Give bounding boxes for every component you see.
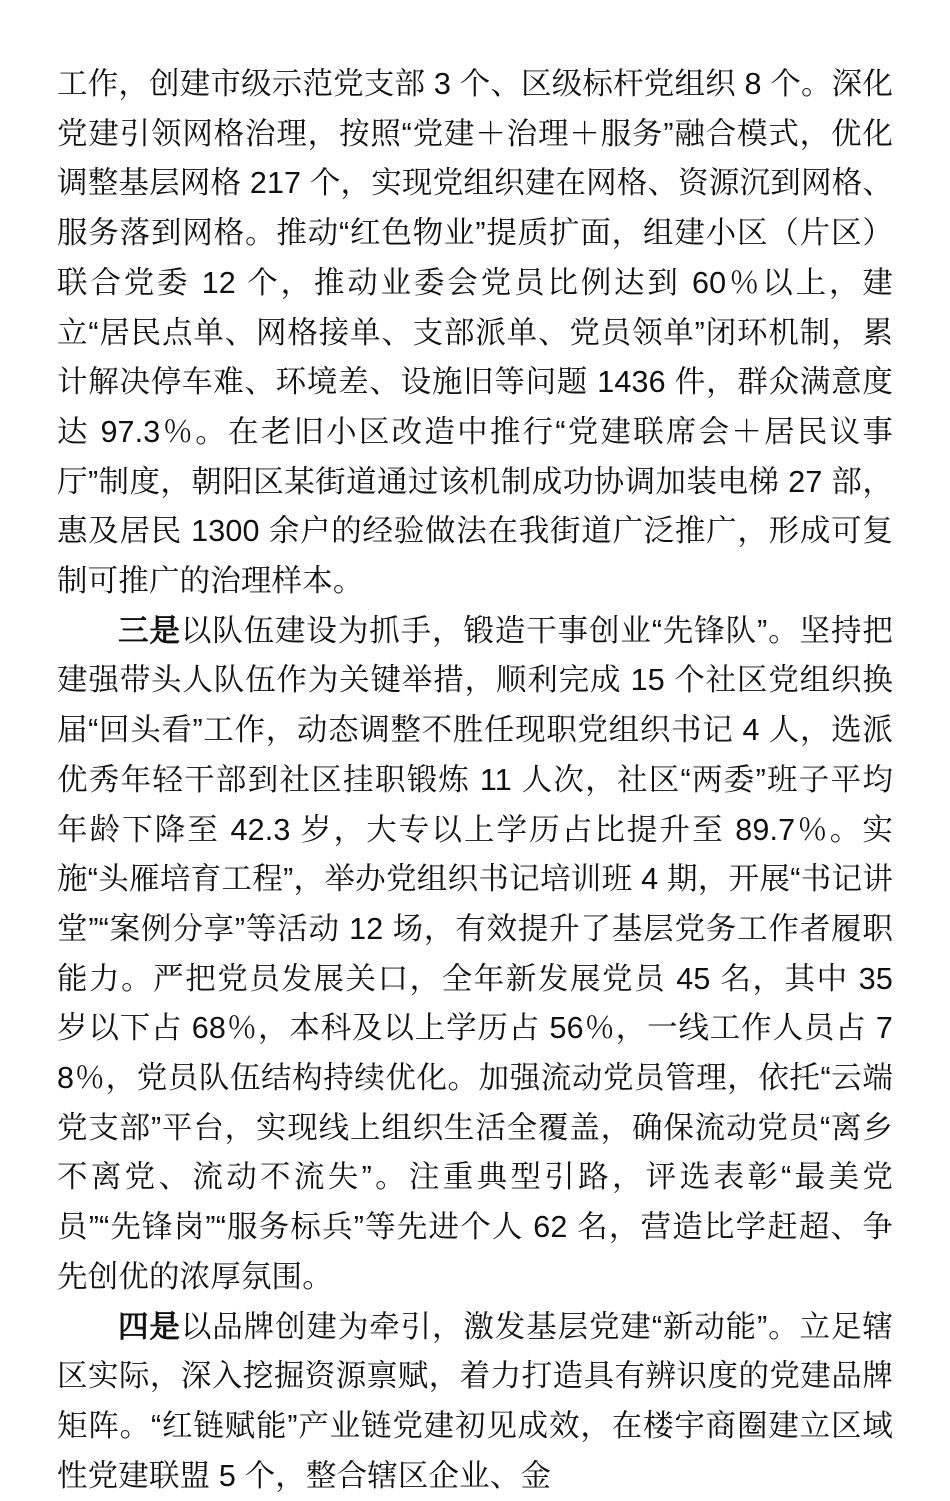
paragraph-brand-building — [57, 1303, 893, 1501]
paragraph-team-building — [57, 607, 893, 1303]
paragraph-text: 以品牌创建为牵引，激发基层党建“新动能”。立足辖区实际，深入挖掘资源禀赋，着力打造具有辨识度的党建品牌矩阵。“红链赋能”产业链党建初见成效，在楼宇商圈建立区域性党建联盟 5 个，整合辖区企业、金 — [57, 1309, 893, 1493]
paragraph-text: 以队伍建设为抓手，锻造干事创业“先锋队”。坚持把建强带头人队伍作为关键举措，顺利完成 15 个社区党组织换届“回头看”工作，动态调整不胜任现职党组织书记 4 人，选派优秀年轻干部到社区挂职锻炼 11 人次，社区“两委”班子平均年龄下降至 42.3 岁，大专以上学历占比提升至 89.7％。实施“头雁培育工程”，举办党组织书记培训班 4 期，开展“书记讲堂”“案例分享”等活动 12 场，有效提升了基层党务工作者履职能力。严把党员发展关口，全年新发展党员 45 名，其中 35 岁以下占 68％，本科及以上学历占 56％，一线工作人员占 78％，党员队伍结构持续优化。加强流动党员管理，依托“云端党支部”平台，实现线上组织生活全覆盖，确保流动党员“离乡不离党、流动不流失”。注重典型引路，评选表彰“最美党员”“先锋岗”“服务标兵”等先进个人 62 名，营造比学赶超、争先创优的浓厚氛围。 — [57, 613, 893, 1294]
paragraph-lead-marker: 四是 — [118, 1309, 181, 1344]
paragraph-lead-marker: 三是 — [118, 613, 181, 648]
paragraph-text: 工作，创建市级示范党支部 3 个、区级标杆党组织 8 个。深化党建引领网格治理，按照“党建＋治理＋服务”融合模式，优化调整基层网格 217 个，实现党组织建在网格、资源沉到网格、服务落到网格。推动“红色物业”提质扩面，组建小区（片区）联合党委 12 个，推动业委会党员比例达到 60％以上，建立“居民点单、网格接单、支部派单、党员领单”闭环机制，累计解决停车难、环境差、设施旧等问题 1436 件，群众满意度达 97.3％。在老旧小区改造中推行“党建联席会＋居民议事厅”制度，朝阳区某街道通过该机制成功协调加装电梯 27 部，惠及居民 1300 余户的经验做法在我街道广泛推广，形成可复制可推广的治理样本。 — [57, 67, 893, 599]
paragraph-grid-governance — [57, 60, 893, 607]
document-body — [57, 60, 893, 1501]
